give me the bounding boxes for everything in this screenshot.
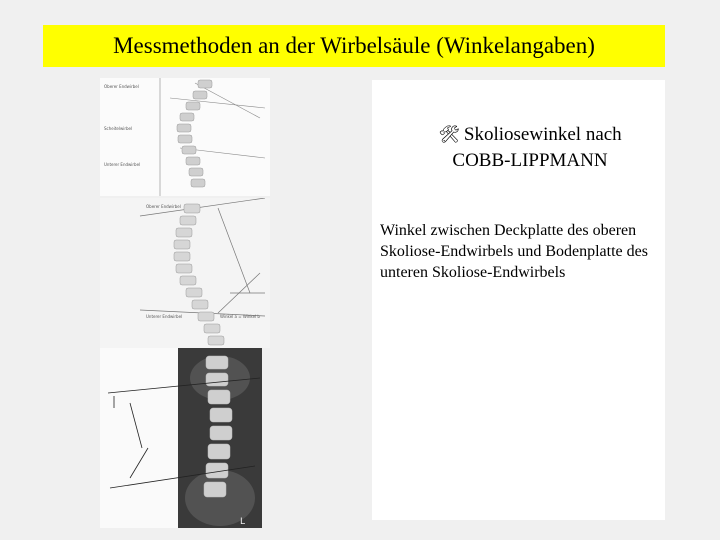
slide-title bbox=[43, 25, 665, 67]
cobb-diagram-middle bbox=[100, 198, 270, 348]
xray-figure bbox=[100, 348, 262, 528]
content-panel bbox=[372, 80, 665, 520]
slide-title-text: Messmethoden an der Wirbelsäule (Winkelangaben) bbox=[113, 33, 595, 58]
middle-label-2: Winkel a = Winkel b bbox=[220, 314, 260, 319]
xray-marker: L bbox=[240, 517, 246, 527]
middle-label-1: Unterer Endwirbel bbox=[146, 314, 183, 319]
cobb-diagram-top bbox=[100, 78, 270, 196]
tools-icon: 🛠 bbox=[438, 125, 460, 145]
heading-line-1: Skoliosewinkel nach bbox=[463, 124, 622, 145]
bullet-heading bbox=[400, 122, 660, 173]
heading-line-2: COBB-LIPPMANN bbox=[452, 150, 608, 171]
top-label-2: Unterer Endwirbel bbox=[104, 162, 141, 167]
top-label-1: Scheitelwirbel bbox=[104, 126, 133, 131]
middle-label-0: Oberer Endwirbel bbox=[146, 204, 181, 209]
description-text: Winkel zwischen Deckplatte des oberen Skoliose-Endwirbels und Bodenplatte des unteren Skoliose-Endwirbels bbox=[380, 222, 648, 281]
top-label-0: Oberer Endwirbel bbox=[104, 84, 139, 89]
